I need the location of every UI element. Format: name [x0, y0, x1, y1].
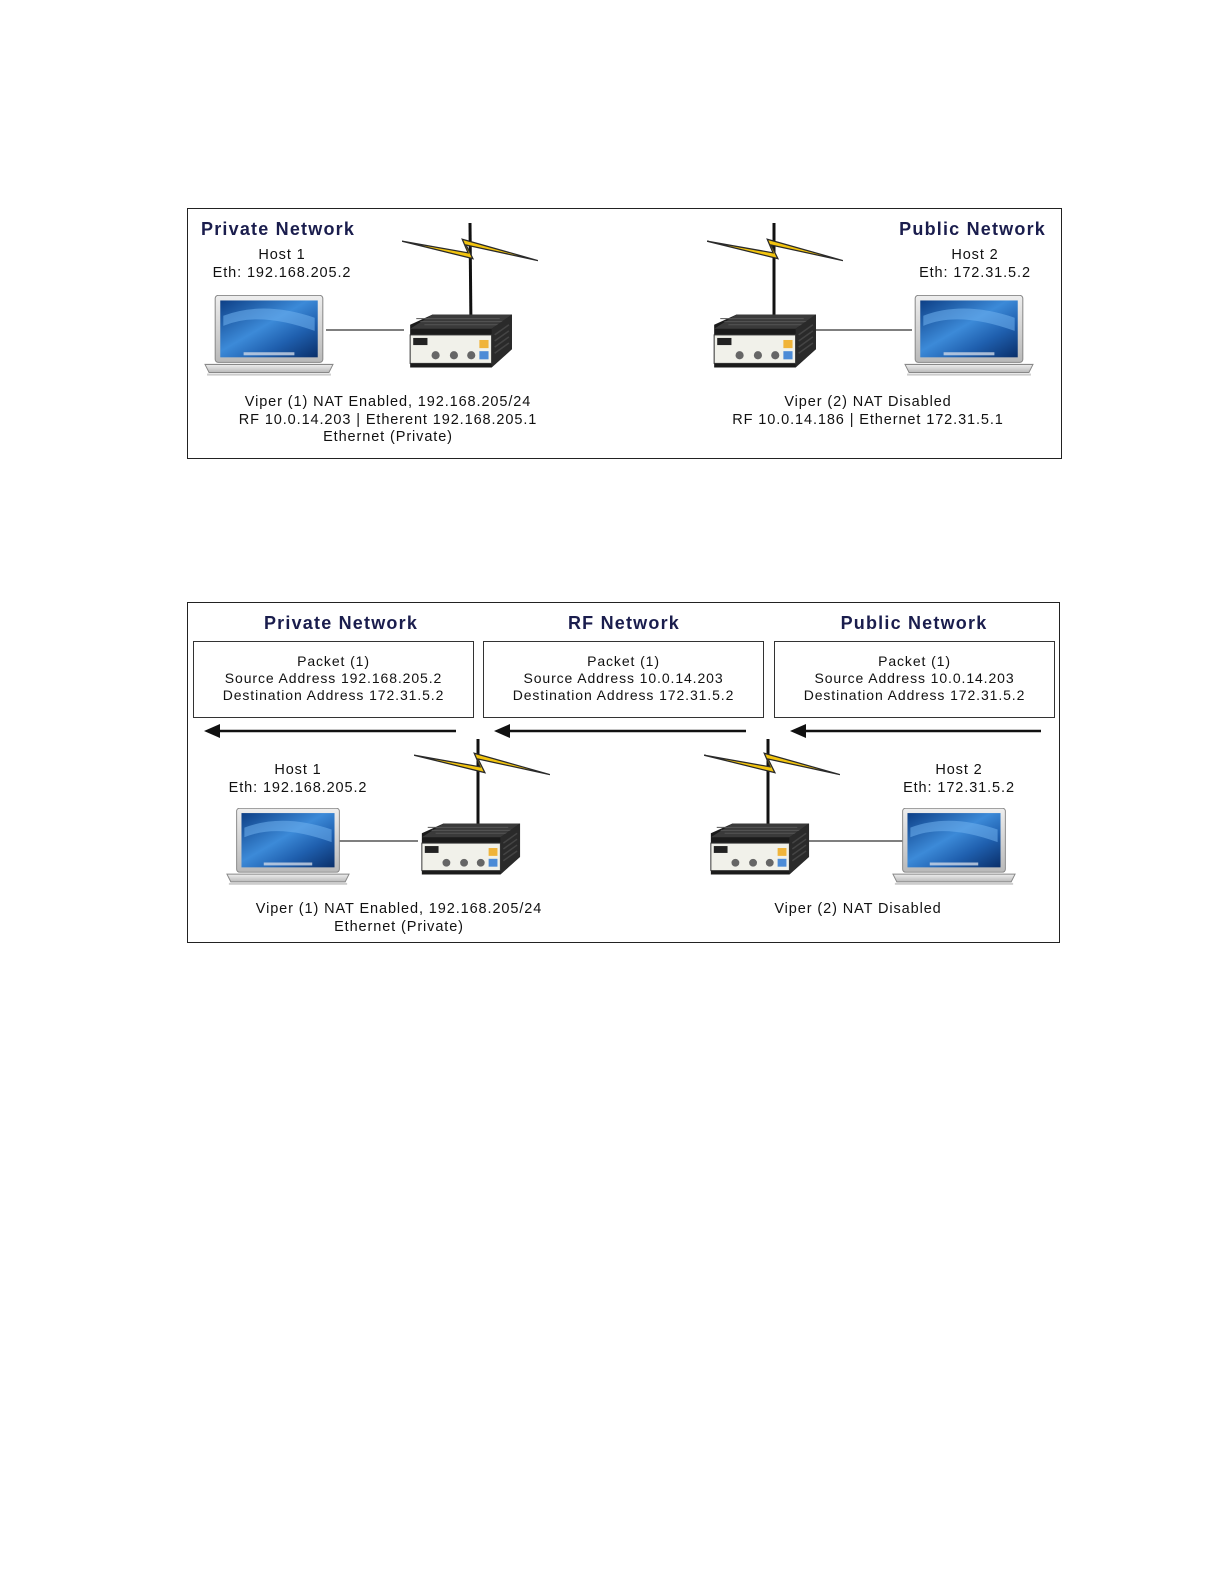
lightning-bolt-icon: [402, 227, 538, 267]
packet-source: Source Address 192.168.205.2: [224, 670, 443, 686]
packet-name: Packet (1): [878, 653, 951, 669]
packet-source: Source Address 10.0.14.203: [814, 670, 1015, 686]
arrow-left-icon: [790, 724, 1041, 738]
private-network-title: Private Network: [201, 219, 356, 239]
laptop-icon: [203, 295, 335, 377]
viper2-line1: Viper (2) NAT Disabled: [774, 901, 942, 917]
packet-name: Packet (1): [297, 653, 370, 669]
figure-packet-flow: [187, 602, 1060, 943]
radio-modem-icon: [706, 310, 818, 372]
packet-source: Source Address 10.0.14.203: [523, 670, 724, 686]
viper2-label: [678, 394, 1058, 429]
public-network-title: Public Network: [840, 613, 988, 633]
host2-name: Host 2: [935, 762, 983, 778]
figure-nat-topology: [187, 208, 1062, 459]
viper1-line2: RF 10.0.14.203 | Etherent 192.168.205.1: [238, 411, 538, 428]
host2-name: Host 2: [951, 247, 999, 263]
viper2-line1: Viper (2) NAT Disabled: [784, 394, 952, 410]
viper2-label: [748, 901, 968, 919]
radio-modem-icon: [414, 819, 522, 879]
viper1-label: [218, 901, 580, 936]
packet-destination: Destination Address 172.31.5.2: [803, 687, 1026, 703]
laptop-icon: [891, 808, 1017, 886]
public-network-title: Public Network: [899, 219, 1046, 239]
host1-name: Host 1: [258, 247, 306, 263]
packet-destination: Destination Address 172.31.5.2: [512, 687, 735, 703]
rf-network-title: RF Network: [567, 613, 680, 633]
lightning-bolt-icon: [414, 741, 550, 781]
packet-name: Packet (1): [587, 653, 660, 669]
host1-eth: Eth: 192.168.205.2: [212, 264, 352, 281]
private-network-title: Private Network: [263, 613, 419, 633]
laptop-icon: [225, 808, 351, 886]
host1-eth: Eth: 192.168.205.2: [228, 779, 368, 796]
viper1-line3: Ethernet (Private): [323, 429, 453, 445]
laptop-icon: [903, 295, 1035, 377]
lightning-bolt-icon: [707, 227, 843, 267]
host2-eth: Eth: 172.31.5.2: [919, 264, 1031, 281]
arrow-left-icon: [204, 724, 456, 738]
host2-eth: Eth: 172.31.5.2: [903, 779, 1015, 796]
viper1-line2: Ethernet (Private): [334, 918, 464, 935]
lightning-bolt-icon: [704, 741, 840, 781]
host2-label: [874, 762, 1044, 797]
viper1-line1: Viper (1) NAT Enabled, 192.168.205/24: [255, 901, 543, 917]
host1-name: Host 1: [274, 762, 322, 778]
radio-modem-icon: [402, 310, 514, 372]
packet-destination: Destination Address 172.31.5.2: [222, 687, 445, 703]
radio-modem-icon: [703, 819, 811, 879]
arrow-left-icon: [494, 724, 746, 738]
host1-label: [213, 762, 383, 797]
viper1-line1: Viper (1) NAT Enabled, 192.168.205/24: [244, 394, 532, 410]
viper1-label: [198, 394, 578, 447]
viper2-line2: RF 10.0.14.186 | Ethernet 172.31.5.1: [732, 411, 1004, 428]
